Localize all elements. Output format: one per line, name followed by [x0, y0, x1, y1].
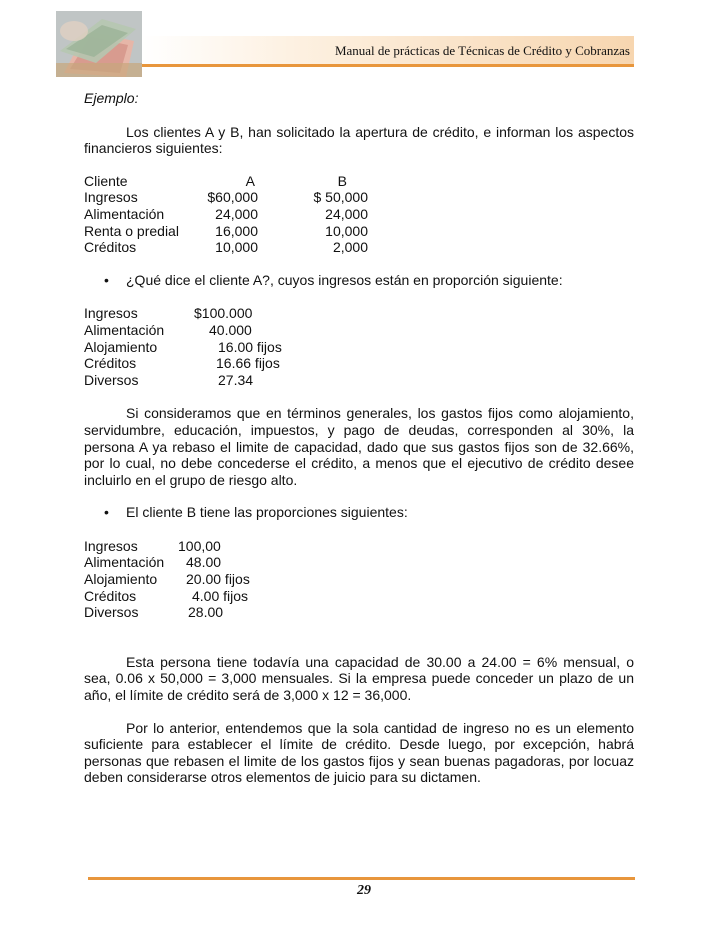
- bullet-icon: •: [104, 504, 109, 521]
- intro-paragraph: Los clientes A y B, han solicitado la apertura de crédito, e informan los aspectos financieros siguientes:: [84, 123, 634, 157]
- paragraph-client-a: Si consideramos que en términos generales, los gastos fijos como alojamiento, servidumbre, educación, impuestos, y pago de deudas, corresponden al 30%, la persona A ya rebaso el limite de capacidad, dado que sus gastos fijos son de 32.66%, por lo cual, no debe concederse el crédito, a menos que el ejecutivo de crédito desee incluirlo en el grupo de riesgo alto.: [84, 405, 634, 488]
- table-row: Créditos 10,000 2,000: [84, 239, 368, 256]
- paragraph-conclusion: Por lo anterior, entendemos que la sola cantidad de ingreso no es un elemento suficiente para establecer el límite de crédito. Desde luego, por excepción, habrá personas que rebasen el limite de los gastos fijos y sean buenas pagadoras, por locuaz deben considerarse otros elementos de juicio para su dictamen.: [84, 719, 634, 786]
- page-content: [84, 90, 634, 786]
- table-row: Alimentación 40.000: [84, 321, 252, 338]
- table-row: Ingresos $60,000 $ 50,000: [84, 189, 368, 206]
- bullet-client-b: • El cliente B tiene las proporciones siguientes:: [104, 504, 408, 521]
- header-rule: [142, 64, 634, 67]
- table-row: Alojamiento 20.00 fijos: [84, 571, 250, 588]
- table-row: Cliente A B: [84, 172, 347, 189]
- clients-table: [84, 173, 634, 256]
- bullet-icon: •: [104, 271, 109, 288]
- table-row: Créditos 16.66 fijos: [84, 355, 280, 372]
- bullet-client-a: • ¿Qué dice el cliente A?, cuyos ingresos están en proporción siguiente:: [104, 271, 563, 288]
- table-row: Ingresos $100.000: [84, 305, 253, 322]
- footer-rule: [88, 877, 635, 880]
- example-label: Ejemplo:: [84, 90, 139, 106]
- client-a-table: [84, 305, 634, 388]
- table-row: Alojamiento 16.00 fijos: [84, 338, 282, 355]
- table-row: Ingresos 100,00: [84, 537, 221, 554]
- table-row: Diversos 27.34: [84, 371, 254, 388]
- table-row: Créditos 4.00 fijos: [84, 587, 249, 604]
- paragraph-client-b: Esta persona tiene todavía una capacidad de 30.00 a 24.00 = 6% mensual, o sea, 0.06 x 50,000 = 3,000 mensuales. Si la empresa puede conceder un plazo de un año, el límite de crédito será de 3,000 x 12 = 36,000.: [84, 653, 634, 704]
- table-row: Diversos 28.00: [84, 604, 224, 621]
- client-b-table: [84, 538, 634, 621]
- page-number: 29: [357, 883, 371, 898]
- header-title: Manual de prácticas de Técnicas de Crédito y Cobranzas: [334, 43, 630, 58]
- table-row: Alimentación 24,000 24,000: [84, 205, 368, 222]
- table-row: Alimentación 48.00: [84, 554, 222, 571]
- header-photo: [56, 11, 142, 77]
- table-row: Renta o predial 16,000 10,000: [84, 222, 368, 239]
